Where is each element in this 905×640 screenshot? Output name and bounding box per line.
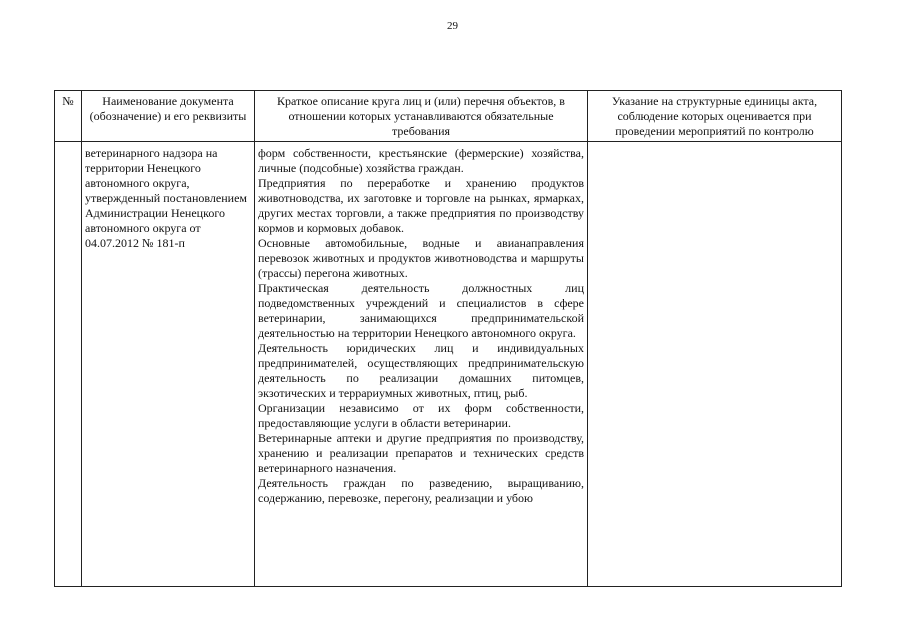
header-description: Краткое описание круга лиц и (или) перечня объектов, в отношении которых устанавливаются обязательные требования bbox=[255, 91, 588, 142]
table-row bbox=[55, 142, 842, 587]
cell-number bbox=[55, 142, 82, 587]
description-paragraph: Основные автомобильные, водные и авианаправления перевозок животных и продуктов животноводства и маршруты (трассы) перегона животных. bbox=[258, 236, 584, 280]
header-number: № bbox=[55, 91, 82, 142]
table-header-row bbox=[55, 91, 842, 142]
cell-structural-units bbox=[588, 142, 842, 587]
description-paragraph: форм собственности, крестьянские (фермерские) хозяйства, личные (подсобные) хозяйства граждан. bbox=[258, 146, 584, 175]
description-paragraph: Практическая деятельность должностных лиц подведомственных учреждений и специалистов в сфере ветеринарии, занимающихся предпринимательской деятельностью на территории Ненецкого автономного округа. bbox=[258, 281, 584, 340]
cell-document-name: ветеринарного надзора на территории Ненецкого автономного округа, утвержденный постановлением Администрации Ненецкого автономного округа от 04.07.2012 № 181-п bbox=[82, 142, 255, 587]
description-paragraph: Деятельность юридических лиц и индивидуальных предпринимателей, осуществляющих предпринимательскую деятельность по реализации домашних питомцев, экзотических и террариумных животных, птиц, рыб. bbox=[258, 341, 584, 400]
description-paragraph: Ветеринарные аптеки и другие предприятия по производству, хранению и реализации препаратов и технических средств ветеринарного назначения. bbox=[258, 431, 584, 475]
header-document-name: Наименование документа (обозначение) и его реквизиты bbox=[82, 91, 255, 142]
description-paragraph: Деятельность граждан по разведению, выращиванию, содержанию, перевозке, перегону, реализации и убою bbox=[258, 476, 584, 505]
cell-description bbox=[255, 142, 588, 587]
description-paragraph: Предприятия по переработке и хранению продуктов животноводства, их заготовке и торговле на рынках, ярмарках, других местах торговли, а также предприятия по производству кормов и кормовых добавок. bbox=[258, 176, 584, 235]
requirements-table bbox=[54, 90, 842, 587]
header-structural-units: Указание на структурные единицы акта, соблюдение которых оценивается при проведении мероприятий по контролю bbox=[588, 91, 842, 142]
description-paragraph: Организации независимо от их форм собственности, предоставляющие услуги в области ветеринарии. bbox=[258, 401, 584, 430]
page-number: 29 bbox=[447, 20, 458, 32]
